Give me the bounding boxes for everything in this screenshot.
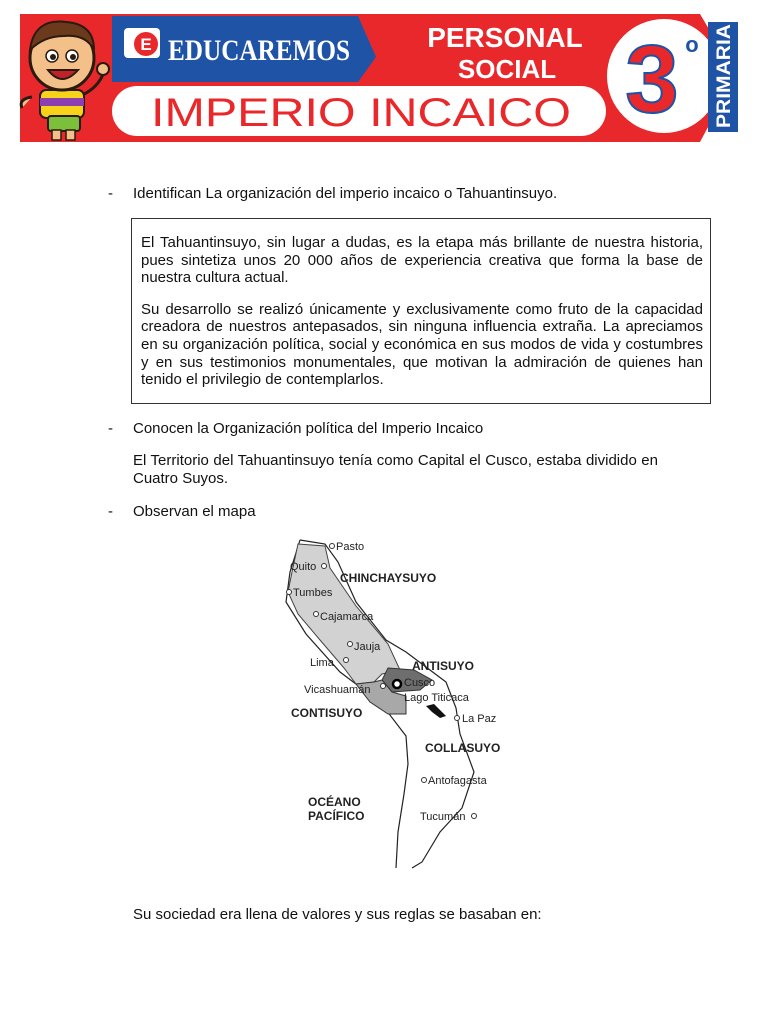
bullet-dash: - (108, 185, 113, 202)
info-box (131, 218, 711, 404)
territory-paragraph: El Territorio del Tahuantinsuyo tenía como Capital el Cusco, estaba dividido en Cuatro Suyos. (133, 452, 658, 487)
society-paragraph: Su sociedad era llena de valores y sus reglas se basaban en: (133, 906, 542, 923)
bullet-dash: - (108, 420, 113, 437)
city-label-cajamarca: Cajamarca (320, 611, 374, 623)
bullet-dash: - (108, 503, 113, 520)
capital-cusco-marker (393, 680, 401, 688)
city-label-titicaca: Lago Titicaca (404, 692, 469, 704)
city-label-lapaz: La Paz (462, 713, 497, 725)
subject-line2: SOCIAL (457, 54, 557, 84)
ocean-label-line2: PACÍFICO (308, 809, 365, 823)
city-label-cusco: Cusco (404, 677, 436, 689)
header-banner (0, 0, 768, 145)
city-label-tumbes: Tumbes (293, 587, 333, 599)
city-label-jauja: Jauja (354, 641, 381, 653)
region-label-chinchaysuyo: CHINCHAYSUYO (340, 571, 437, 585)
region-label-contisuyo: CONTISUYO (291, 706, 363, 720)
bullet-text: Identifican La organización del imperio incaico o Tahuantinsuyo. (133, 185, 558, 202)
grade-suffix: o (685, 32, 699, 57)
city-label-pasto: Pasto (336, 541, 365, 553)
subject-line1: PERSONAL (427, 22, 583, 53)
brand-logo-icon (124, 28, 160, 58)
bullet-text: Conocen la Organización política del Imperio Incaico (133, 420, 484, 437)
tahuantinsuyo-map (270, 532, 530, 872)
info-paragraph-2: Su desarrollo se realizó únicamente y exclusivamente como fruto de la capacidad creadora de nuestros antepasados, sin ninguna influencia extraña. La apreciamos en su organización política, social y económica en sus modos de vida y costumbres y en sus testimonios monumentales, que motivan la admiración de quienes han tenido el privilegio de contemplarlos. (141, 300, 703, 389)
city-label-vicashuaman: Vicashuamán (304, 684, 371, 696)
bullet-text: Observan el mapa (133, 503, 256, 520)
city-label-tucuman: Tucumán (420, 811, 466, 823)
city-label-quito: Quito (290, 561, 317, 573)
brand-name: EDUCAREMOS (168, 34, 350, 67)
ocean-label-line1: OCÉANO (308, 795, 361, 809)
region-label-collasuyo: COLLASUYO (425, 741, 501, 755)
region-label-antisuyo: ANTISUYO (412, 659, 475, 673)
brand-badge-letter: E (140, 35, 152, 54)
grade-number: 3 (625, 26, 679, 133)
city-label-lima: Lima (310, 657, 334, 669)
city-label-antofagasta: Antofagasta (428, 775, 487, 787)
info-paragraph-1: El Tahuantinsuyo, sin lugar a dudas, es la etapa más brillante de nuestra historia, pues sintetiza unos 20 000 años de experiencia creativa que forma la base de nuestra cultura actual. (141, 234, 703, 287)
page-title: IMPERIO INCAICO (151, 91, 571, 135)
level-label: PRIMARIA (714, 34, 735, 128)
lake-titicaca-shape (426, 704, 446, 718)
